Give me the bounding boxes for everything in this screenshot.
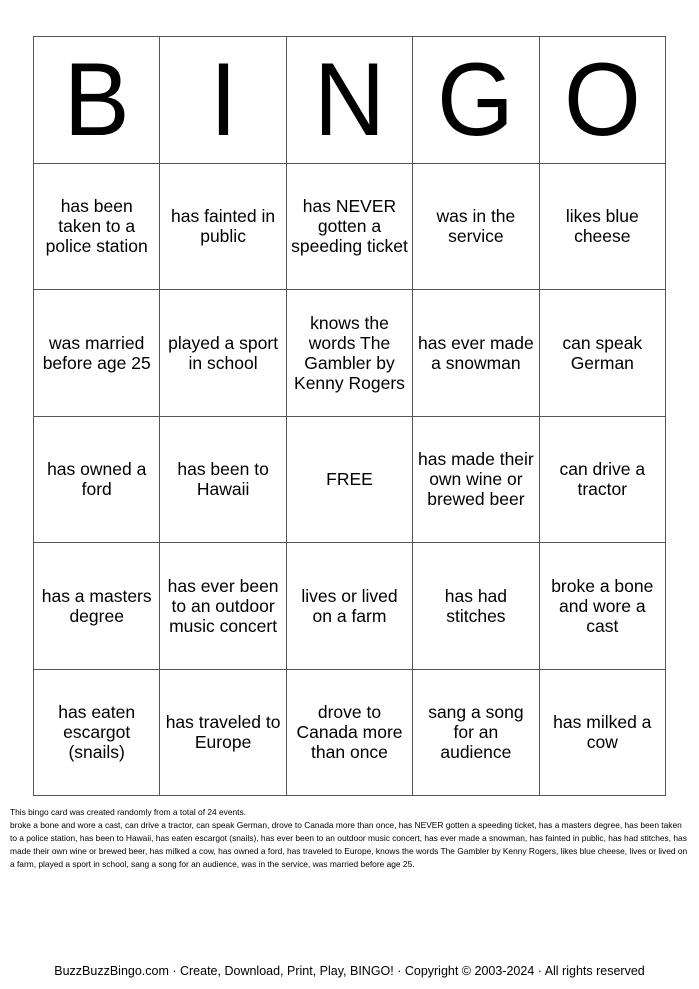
event-list-text: broke a bone and wore a cast, can drive a tractor, can speak German, drove to Canada more than once, has NEVER gotten a speeding ticket, has a masters degree, has been taken to a police station, has been to Hawaii, has eaten escargot (snails), has ever been to an outdoor music concert, has ever made a snowman, has fainted in public, has had stitches, has made their own wine or brewed beer, has milked a cow, has owned a ford, has traveled to Europe, knows the words The Gambler by Kenny Rogers, likes blue cheese, lives or lived on a farm, played a sport in school, sang a song for an audience, was in the service, was married before age 25. — [10, 820, 688, 869]
bingo-square: can drive a tractor — [540, 417, 666, 544]
bingo-square: has traveled to Europe — [160, 670, 286, 797]
bingo-square: has had stitches — [413, 543, 539, 670]
bingo-card — [33, 36, 666, 796]
header-letter-g — [413, 37, 539, 164]
header-letter-text: O — [563, 41, 641, 158]
header-letter-text: N — [313, 41, 386, 158]
bingo-square: has fainted in public — [160, 164, 286, 291]
bingo-square: has been to Hawaii — [160, 417, 286, 544]
bingo-square: has NEVER gotten a speeding ticket — [287, 164, 413, 291]
bingo-square: has ever made a snowman — [413, 290, 539, 417]
bingo-square: knows the words The Gambler by Kenny Rogers — [287, 290, 413, 417]
bingo-square: can speak German — [540, 290, 666, 417]
header-letter-b — [34, 37, 160, 164]
bingo-square: was married before age 25 — [34, 290, 160, 417]
bingo-square: played a sport in school — [160, 290, 286, 417]
bingo-square: drove to Canada more than once — [287, 670, 413, 797]
bingo-square: has milked a cow — [540, 670, 666, 797]
copyright-footer: BuzzBuzzBingo.com · Create, Download, Print, Play, BINGO! · Copyright © 2003-2024 · All rights reserved — [54, 964, 645, 978]
bingo-square: has a masters degree — [34, 543, 160, 670]
header-letter-text: B — [63, 41, 130, 158]
header-letter-i — [160, 37, 286, 164]
header-letter-text: I — [209, 41, 237, 158]
bingo-square: has eaten escargot (snails) — [34, 670, 160, 797]
card-description — [10, 806, 690, 871]
card-summary-text: This bingo card was created randomly from a total of 24 events. — [10, 807, 247, 817]
bingo-square: has owned a ford — [34, 417, 160, 544]
bingo-square: was in the service — [413, 164, 539, 291]
header-letter-text: G — [437, 41, 515, 158]
header-letter-o — [540, 37, 666, 164]
bingo-square: lives or lived on a farm — [287, 543, 413, 670]
bingo-square: broke a bone and wore a cast — [540, 543, 666, 670]
bingo-square: has made their own wine or brewed beer — [413, 417, 539, 544]
bingo-square: has ever been to an outdoor music concert — [160, 543, 286, 670]
bingo-square: likes blue cheese — [540, 164, 666, 291]
bingo-square: sang a song for an audience — [413, 670, 539, 797]
free-square: FREE — [287, 417, 413, 544]
bingo-square: has been taken to a police station — [34, 164, 160, 291]
header-letter-n — [287, 37, 413, 164]
